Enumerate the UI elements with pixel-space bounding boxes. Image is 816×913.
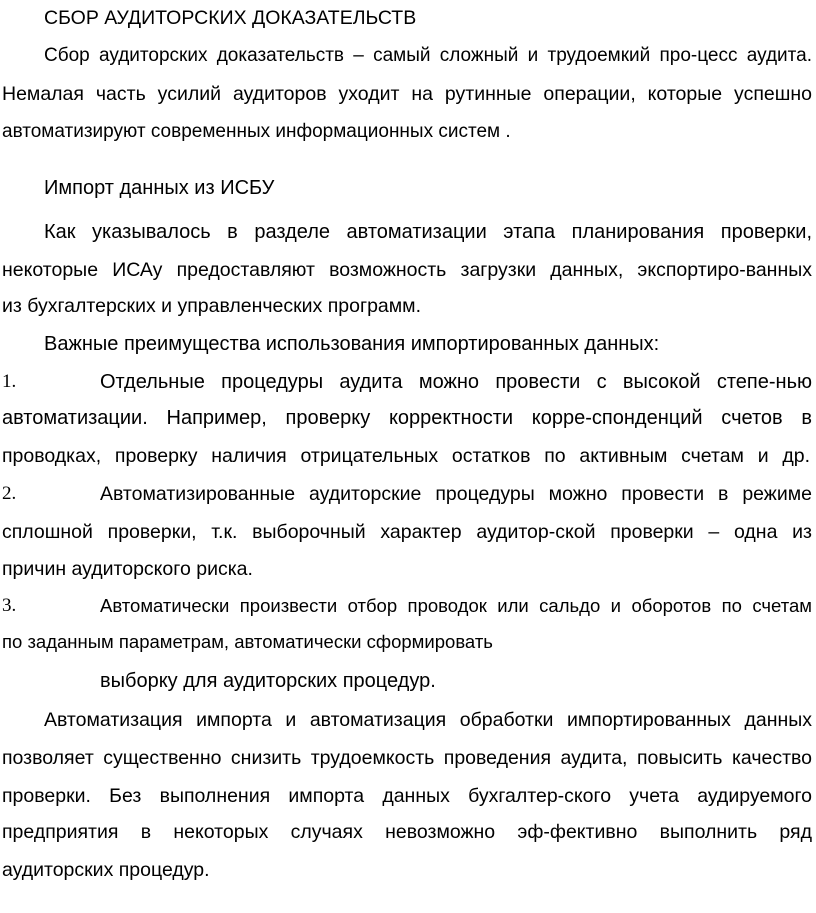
para2-line-1: Как указывалось в разделе автоматизации этапа планирования проверки,: [44, 221, 812, 243]
conclusion-line-2: позволяет существенно снизить трудоемкость проведения аудита, повысить качество: [2, 747, 812, 769]
list-item-2-line-1: Автоматизированные аудиторские процедуры можно провести в режиме: [100, 483, 812, 505]
section-heading: Импорт данных из ИСБУ: [44, 177, 275, 199]
list-item-2-line-3: причин аудиторского риска.: [2, 558, 253, 580]
conclusion-line-4: предприятия в некоторых случаях невозможно эф-фективно выполнить ряд: [2, 821, 812, 843]
document-title: СБОР АУДИТОРСКИХ ДОКАЗАТЕЛЬСТВ: [44, 7, 417, 29]
list-item-1-line-2: автоматизации. Например, проверку корректности корре-спонденций счетов в: [2, 407, 812, 429]
list-item-number: 1.: [2, 371, 17, 392]
conclusion-line-3: проверки. Без выполнения импорта данных бухгалтер-ского учета аудируемого: [2, 785, 812, 807]
conclusion-line-1: Автоматизация импорта и автоматизация обработки импортированных данных: [44, 709, 812, 731]
list-item-2-line-2: сплошной проверки, т.к. выборочный характер аудитор-ской проверки – одна из: [2, 521, 812, 543]
list-item-number: 2.: [2, 483, 17, 504]
advantages-heading: Важные преимущества использования импортированных данных:: [44, 333, 660, 355]
para2-line-3: из бухгалтерских и управленческих программ.: [2, 295, 421, 317]
intro-line-1: Сбор аудиторских доказательств – самый сложный и трудоемкий про-цесс аудита.: [44, 45, 812, 66]
list-item-3-line-3: выборку для аудиторских процедур.: [100, 670, 436, 692]
intro-line-2: Немалая часть усилий аудиторов уходит на рутинные операции, которые успешно: [2, 83, 812, 105]
intro-line-3: автоматизируют современных информационных систем .: [2, 121, 511, 142]
list-item-1-line-3: проводках, проверку наличия отрицательных остатков по активным счетам и др.: [2, 445, 810, 467]
para2-line-2: некоторые ИСАу предоставляют возможность загрузки данных, экспортиро-ванных: [2, 259, 812, 281]
list-item-number: 3.: [2, 595, 17, 616]
list-item-3-line-1: Автоматически произвести отбор проводок или сальдо и оборотов по счетам: [100, 595, 812, 616]
conclusion-line-5: аудиторских процедур.: [2, 859, 210, 881]
list-item-3-line-2: по заданным параметрам, автоматически сформировать: [2, 631, 493, 652]
list-item-1-line-1: Отдельные процедуры аудита можно провести с высокой степе-нью: [100, 371, 812, 393]
